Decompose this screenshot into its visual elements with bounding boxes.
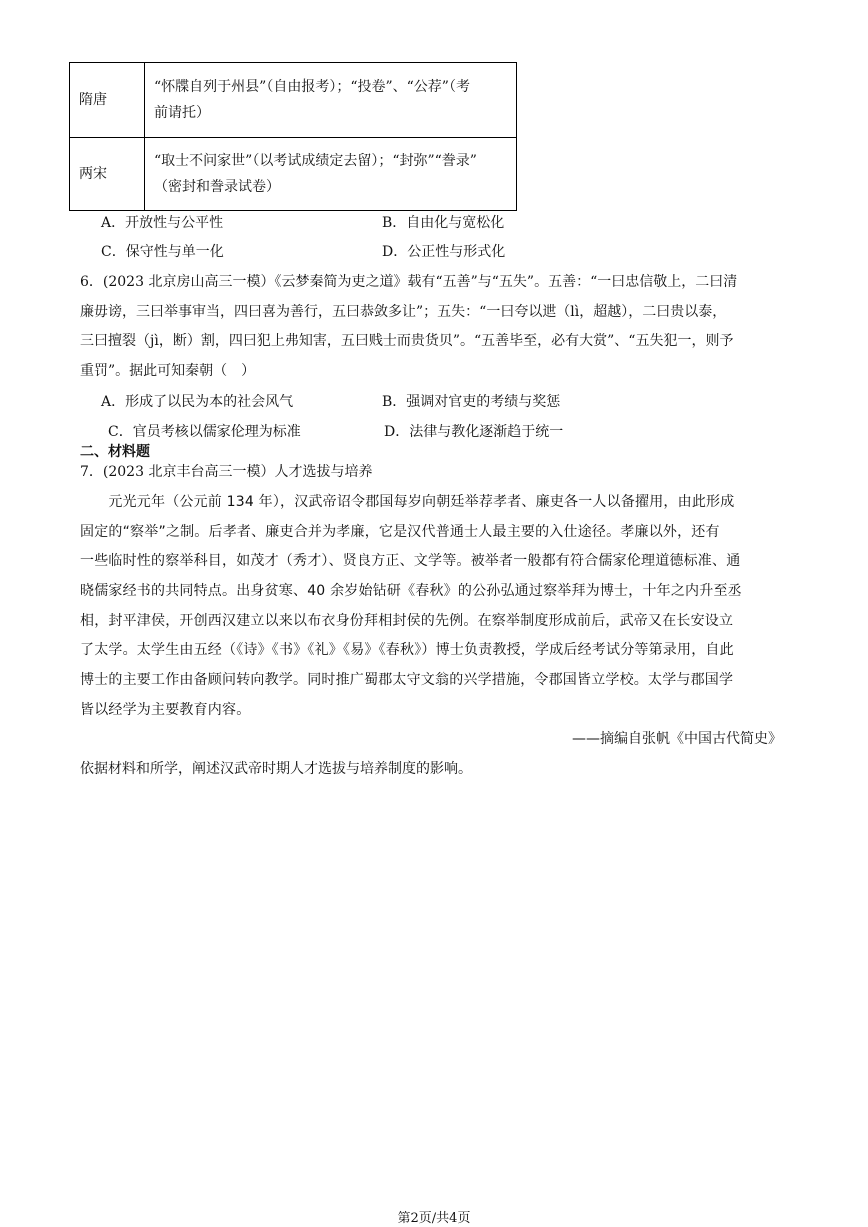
- passage-line: 皆以经学为主要教育内容。: [80, 702, 251, 718]
- page-number: 第2页/共4页: [397, 1211, 471, 1226]
- q5-option-d: D．公正性与形式化: [382, 244, 506, 260]
- passage-line: 一些临时性的察举科目，如茂才（秀才）、贤良方正、文学等。被举者一般都有符合儒家伦理道德标准、通: [80, 553, 741, 569]
- table-row: [70, 138, 517, 211]
- q6-option-b: B．强调对官吏的考绩与奖惩: [382, 394, 561, 410]
- q6-option-c: C．官员考核以儒家伦理为标准: [108, 424, 301, 440]
- era-cell: 两宋: [70, 138, 145, 211]
- passage-line: 博士的主要工作由备顾问转向教学。同时推广蜀郡太守文翁的兴学措施，令郡国皆立学校。太学与郡国学: [80, 672, 734, 688]
- q6-stem-line: 6．(2023 北京房山高三一模）《云梦秦简为吏之道》载有“五善”与“五失”。五善：“一曰忠信敬上，二曰清: [80, 274, 738, 290]
- q7-prompt: 依据材料和所学，阐述汉武帝时期人才选拔与培养制度的影响。: [80, 761, 472, 777]
- q6-stem-line: 重罚”。据此可知秦朝（ ）: [80, 363, 256, 379]
- description-line: “取士不问家世”（以考试成绩定去留）；“封弥”“誊录”: [154, 153, 477, 169]
- era-cell: 隋唐: [70, 63, 145, 138]
- passage-line: 晓儒家经书的共同特点。出身贫寒、40 余岁始钻研《春秋》的公孙弘通过察举拜为博士，十年之内升至丞: [80, 583, 742, 599]
- q5-option-a: A．开放性与公平性: [101, 215, 224, 231]
- q6-option-d: D．法律与教化逐渐趋于统一: [384, 424, 564, 440]
- passage-line: 了太学。太学生由五经（《诗》《书》《礼》《易》《春秋》）博士负责教授，学成后经考试分等第录用，自此: [80, 642, 734, 658]
- description-cell: [145, 63, 517, 138]
- passage-line: 元光元年（公元前 134 年），汉武帝诏令郡国每岁向朝廷举荐孝者、廉吏各一人以备擢用，由此形成: [80, 494, 735, 510]
- q5-option-c: C．保守性与单一化: [101, 244, 224, 260]
- description-line: （密封和誊录试卷）: [154, 179, 280, 195]
- table-row: [70, 63, 517, 138]
- q5-option-b: B．自由化与宽松化: [382, 215, 505, 231]
- q6-stem-line: 三曰擅裂（jì，断）割，四曰犯上弗知害，五曰贱士而贵货贝”。“五善毕至，必有大赏”、“五失犯一，则予: [80, 333, 734, 349]
- description-line: 前请托）: [154, 105, 210, 121]
- passage-source: ——摘编自张帆《中国古代简史》: [572, 731, 782, 747]
- q6-option-a: A．形成了以民为本的社会风气: [101, 394, 294, 410]
- description-cell: [145, 138, 517, 211]
- exam-system-table: [69, 62, 517, 211]
- passage-line: 相，封平津侯，开创西汉建立以来以布衣身份拜相封侯的先例。在察举制度形成前后，武帝又在长安设立: [80, 613, 734, 629]
- section-title: 二、材料题: [80, 444, 150, 460]
- q6-stem-line: 廉毋谤，三曰举事审当，四曰喜为善行，五曰恭敛多让”；五失：“一曰夸以迣（lì，超越），二曰贵以泰，: [80, 304, 727, 320]
- passage-line: 固定的“察举”之制。后孝者、廉吏合并为孝廉，它是汉代普通士人最主要的入仕途径。孝廉以外，还有: [80, 524, 720, 540]
- description-line: “怀牒自列于州县”（自由报考）；“投卷”、“公荐”（考: [154, 79, 470, 95]
- q7-title: 7．(2023 北京丰台高三一模）人才选拔与培养: [80, 464, 373, 480]
